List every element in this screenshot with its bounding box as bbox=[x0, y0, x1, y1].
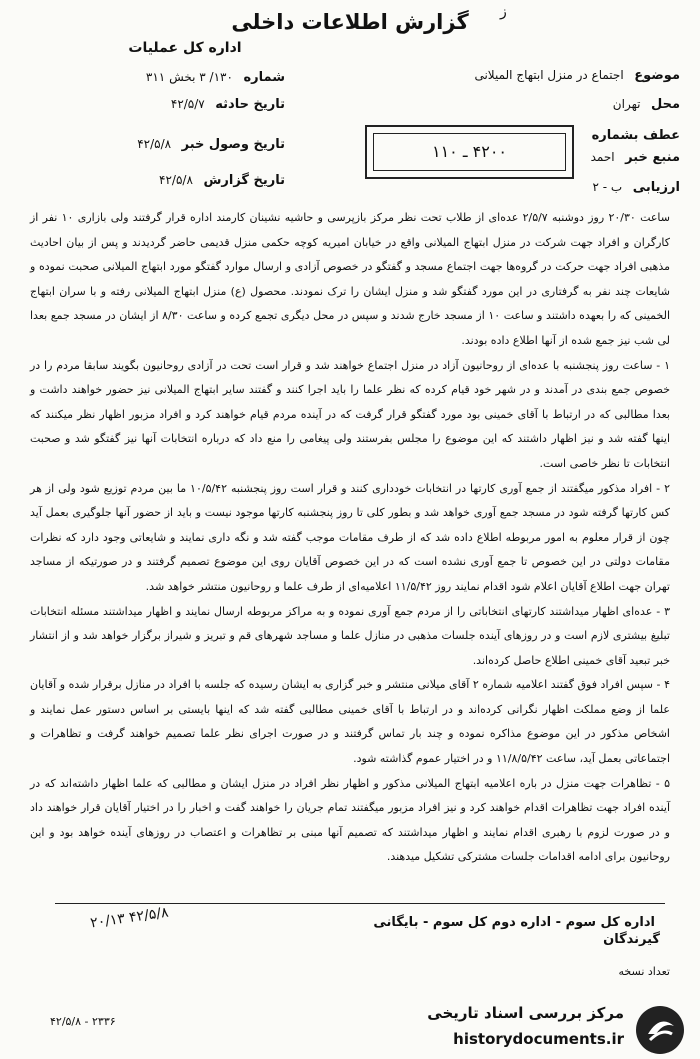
reference-stamp-text: ۴۲۰۰ ـ ۱۱۰ bbox=[373, 133, 566, 171]
watermark bbox=[400, 1002, 690, 1057]
subject-field bbox=[390, 68, 680, 83]
number-label: شماره bbox=[243, 70, 285, 85]
body-paragraph: ۵ - تظاهرات جهت منزل در باره اعلامیه ابتهاج المیلانی مذکور و اظهار نظر افراد در منزل ایشان و مطالبی که علما اظهار داشته‌اند که در آینده افراد جهت تظاهرات اقدام خواهند کرد و نیز افراد مزبور میگفتند تمام جریان را خواهند گفت و اخبار را در اختیار آقایان قرار خواهند داد و در صورت لزوم با رهبری اقدام نمایند و اظهار میداشتند که تصمیم آنها مبنی بر تظاهرات و اعتصاب در روزهای آینده خواهد بود و این روحانیون برای ادامه اقدامات جلسات مشترکی تشکیل میدهند. bbox=[30, 776, 670, 864]
subject-label: موضوع bbox=[634, 68, 680, 83]
place-label: محل bbox=[650, 97, 680, 112]
receipt-date-field bbox=[55, 137, 285, 152]
report-body bbox=[30, 206, 670, 870]
watermark-text-en: historydocuments.ir bbox=[453, 1030, 624, 1048]
place-field bbox=[390, 97, 680, 112]
receipt-date-label: تاریخ وصول خبر bbox=[181, 137, 285, 152]
evaluation-value: ب - ۲ bbox=[592, 180, 623, 194]
watermark-text-fa: مرکز بررسی اسناد تاریخی bbox=[427, 1004, 624, 1022]
subject-value: اجتماع در منزل ابتهاج المیلانی bbox=[474, 68, 624, 82]
copy-count-label: تعداد نسخه bbox=[618, 965, 670, 978]
archive-code: ۴۲/۵/۸ - ۲۳۳۶ bbox=[50, 1015, 116, 1028]
body-paragraph: ۲ - افراد مذکور میگفتند از جمع آوری کارتها در انتخابات خودداری کنند و قرار است روز پنجشنبه ۱۰/۵/۴۲ ما بین مردم توزیع شود ولی از هر کس کارتها گرفته شود در مسجد جمع آوری خواهد شد و بطور کلی تا روز پنجشنبه کارتها موجود نیست و باید از حضور آنها جلوگیری بعمل آید چون از قرار معلوم به امور مربوطه اطلاع داده شد که از طرف مقامات موجب گفته شد و نگه داری نمایند و شایعاتی وجود دارد که نظرات مقامات دولتی در این خصوص تا جمع آوری نشده است که در این خصوص آقایان روی این موضوع تصمیم گرفتند و در صورتیکه از مساجد تهران جهت اطلاع آقایان اعلام شود اقدام نمایند روز ۱۱/۵/۴۲ اعلامیه‌ای از طرف علما و روحانیون منتشر خواهد شد. bbox=[30, 481, 671, 593]
reference-stamp bbox=[365, 125, 574, 179]
receipt-date-value: ۴۲/۵/۸ bbox=[137, 137, 172, 151]
source-value: احمد bbox=[590, 150, 615, 164]
copy-field bbox=[580, 128, 680, 143]
body-paragraph: ۱ - ساعت روز پنجشنبه با عده‌ای از روحانیون آزاد در منزل اجتماع خواهند شد و قرار است تحت در آزادی روحانیون بگویند سابقا مردم را در خصوص جمع بندی در آمدند و در شهر خود قیام کرده که نظر علما را باید اجرا کنند و گفتند سایر ابتهاج المیلانی نیز حضور خواهند داشت و بعدا مطالبی که در ارتباط با آقای خمینی بود مورد گفتگو قرار گرفت که در آینده مردم قیام خواهند کرد و افراد مزبور اظهار نظر میکنند که اینها گفته شد و نیز اظهار داشتند که این موضوع را مجلس بفرستند ولی پیغامی را منع داد که درباره انتخابات آنها نیز گفتگو شد و صحبت انتخابات تا نظر خاصی است. bbox=[30, 358, 670, 470]
evaluation-field bbox=[540, 180, 680, 195]
collector-label: گیرندگان bbox=[603, 932, 660, 947]
report-date-label: تاریخ گزارش bbox=[203, 173, 285, 188]
report-title: گزارش اطلاعات داخلی bbox=[231, 10, 469, 34]
archive-logo-icon bbox=[634, 1004, 686, 1056]
incident-date-label: تاریخ حادثه bbox=[215, 97, 285, 112]
copy-label: عطف بشماره bbox=[591, 128, 680, 143]
incident-date-value: ۴۲/۵/۷ bbox=[170, 97, 205, 111]
place-value: تهران bbox=[612, 97, 641, 111]
incident-date-field bbox=[55, 97, 285, 112]
handwritten-signature: ۲۰/۱۳ ۴۲/۵/۸ bbox=[89, 904, 170, 932]
number-field bbox=[55, 70, 285, 85]
distribution-line: اداره کل سوم - اداره دوم کل سوم - بایگانی bbox=[373, 915, 655, 930]
body-paragraph: ساعت ۲۰/۳۰ روز دوشنبه ۲/۵/۷ عده‌ای از طلاب تحت نظر مرکز بازپرسی و حاشیه نشینان کارمند اداره قرار گرفتند ولی بازاری ۱۰ نفر از کارگران و افراد جهت شرکت در منزل ابتهاج المیلانی واقع در خیابان امیریه کوچه حکمی منزل قدیمی حاضر گردیدند و پس از بیان احادیث مذهبی افراد جهت حرکت در گروه‌ها جهت اجتماع مسجد و گفتگو در خصوص آزادی و ارسال موارد گفتگو مورد ابتهاج المیلانی صحبت نموده و شایعات چند نفر به گرفتاری در این مورد گفتگو شد و منزل ایشان را ترک نمودند. محصول (ع) منزل ابتهاج المیلانی رفته و با سران ابتهاج الخمینی که را بعهده داشتند و ساعت ۱۰ از مسجد خارج شدند و سپس در محل دیگری تجمع کرده و ساعت ۸/۳۰ از ایشان در مسجد جمع بعدا لی شب نیز جمع شده از آنها اطلاع داده بودند. bbox=[30, 211, 671, 347]
number-value: ۱۳۰/ ۳ بخش ۳۱۱ bbox=[145, 70, 233, 84]
footer-divider bbox=[55, 903, 665, 904]
body-paragraph: ۳ - عده‌ای اظهار میداشتند کارتهای انتخاباتی را از مردم جمع آوری نموده و به مراکز مربوطه ارسال نمایند و اظهار میداشتند مسئله انتخابات تبلیغ بیشتری لازم است و در روزهای آینده جلسات مذهبی در منازل علما و مساجد شهرهای قم و تبریز و شیراز برگزار خواهد شد و از انتشار خبر تبعید آقای خمینی اطلاع حاصل کرده‌اند. bbox=[30, 604, 670, 667]
evaluation-label: ارزیابی bbox=[632, 180, 680, 195]
corner-mark: ز bbox=[500, 4, 507, 20]
department-name: اداره کل عملیات bbox=[128, 40, 242, 56]
source-label: منبع خبر bbox=[625, 150, 680, 165]
report-date-field bbox=[55, 173, 285, 188]
body-paragraph: ۴ - سپس افراد فوق گفتند اعلامیه شماره ۲ آقای میلانی منتشر و خبر گزاری به ایشان رسیده که جلسه با افراد در منازل برقرار شده و آقایان علما از وضع مملکت اظهار نگرانی کرده‌اند و در ارتباط با آقای خمینی مطالبی گفته شد که اینها بایستی بر اساس دستور عمل نمایند و اشخاص مذکور در این موضوع مذاکره نموده و چند بار تماس گرفتند و در صورت اجرای نظر علما تصمیم خواهند گرفت و تظاهرات و اجتماعاتی بعمل آید، ساعت ۱۱/۸/۵/۴۲ و در اختیار عموم گذاشته شود. bbox=[30, 678, 670, 766]
report-date-value: ۴۲/۵/۸ bbox=[159, 173, 193, 187]
